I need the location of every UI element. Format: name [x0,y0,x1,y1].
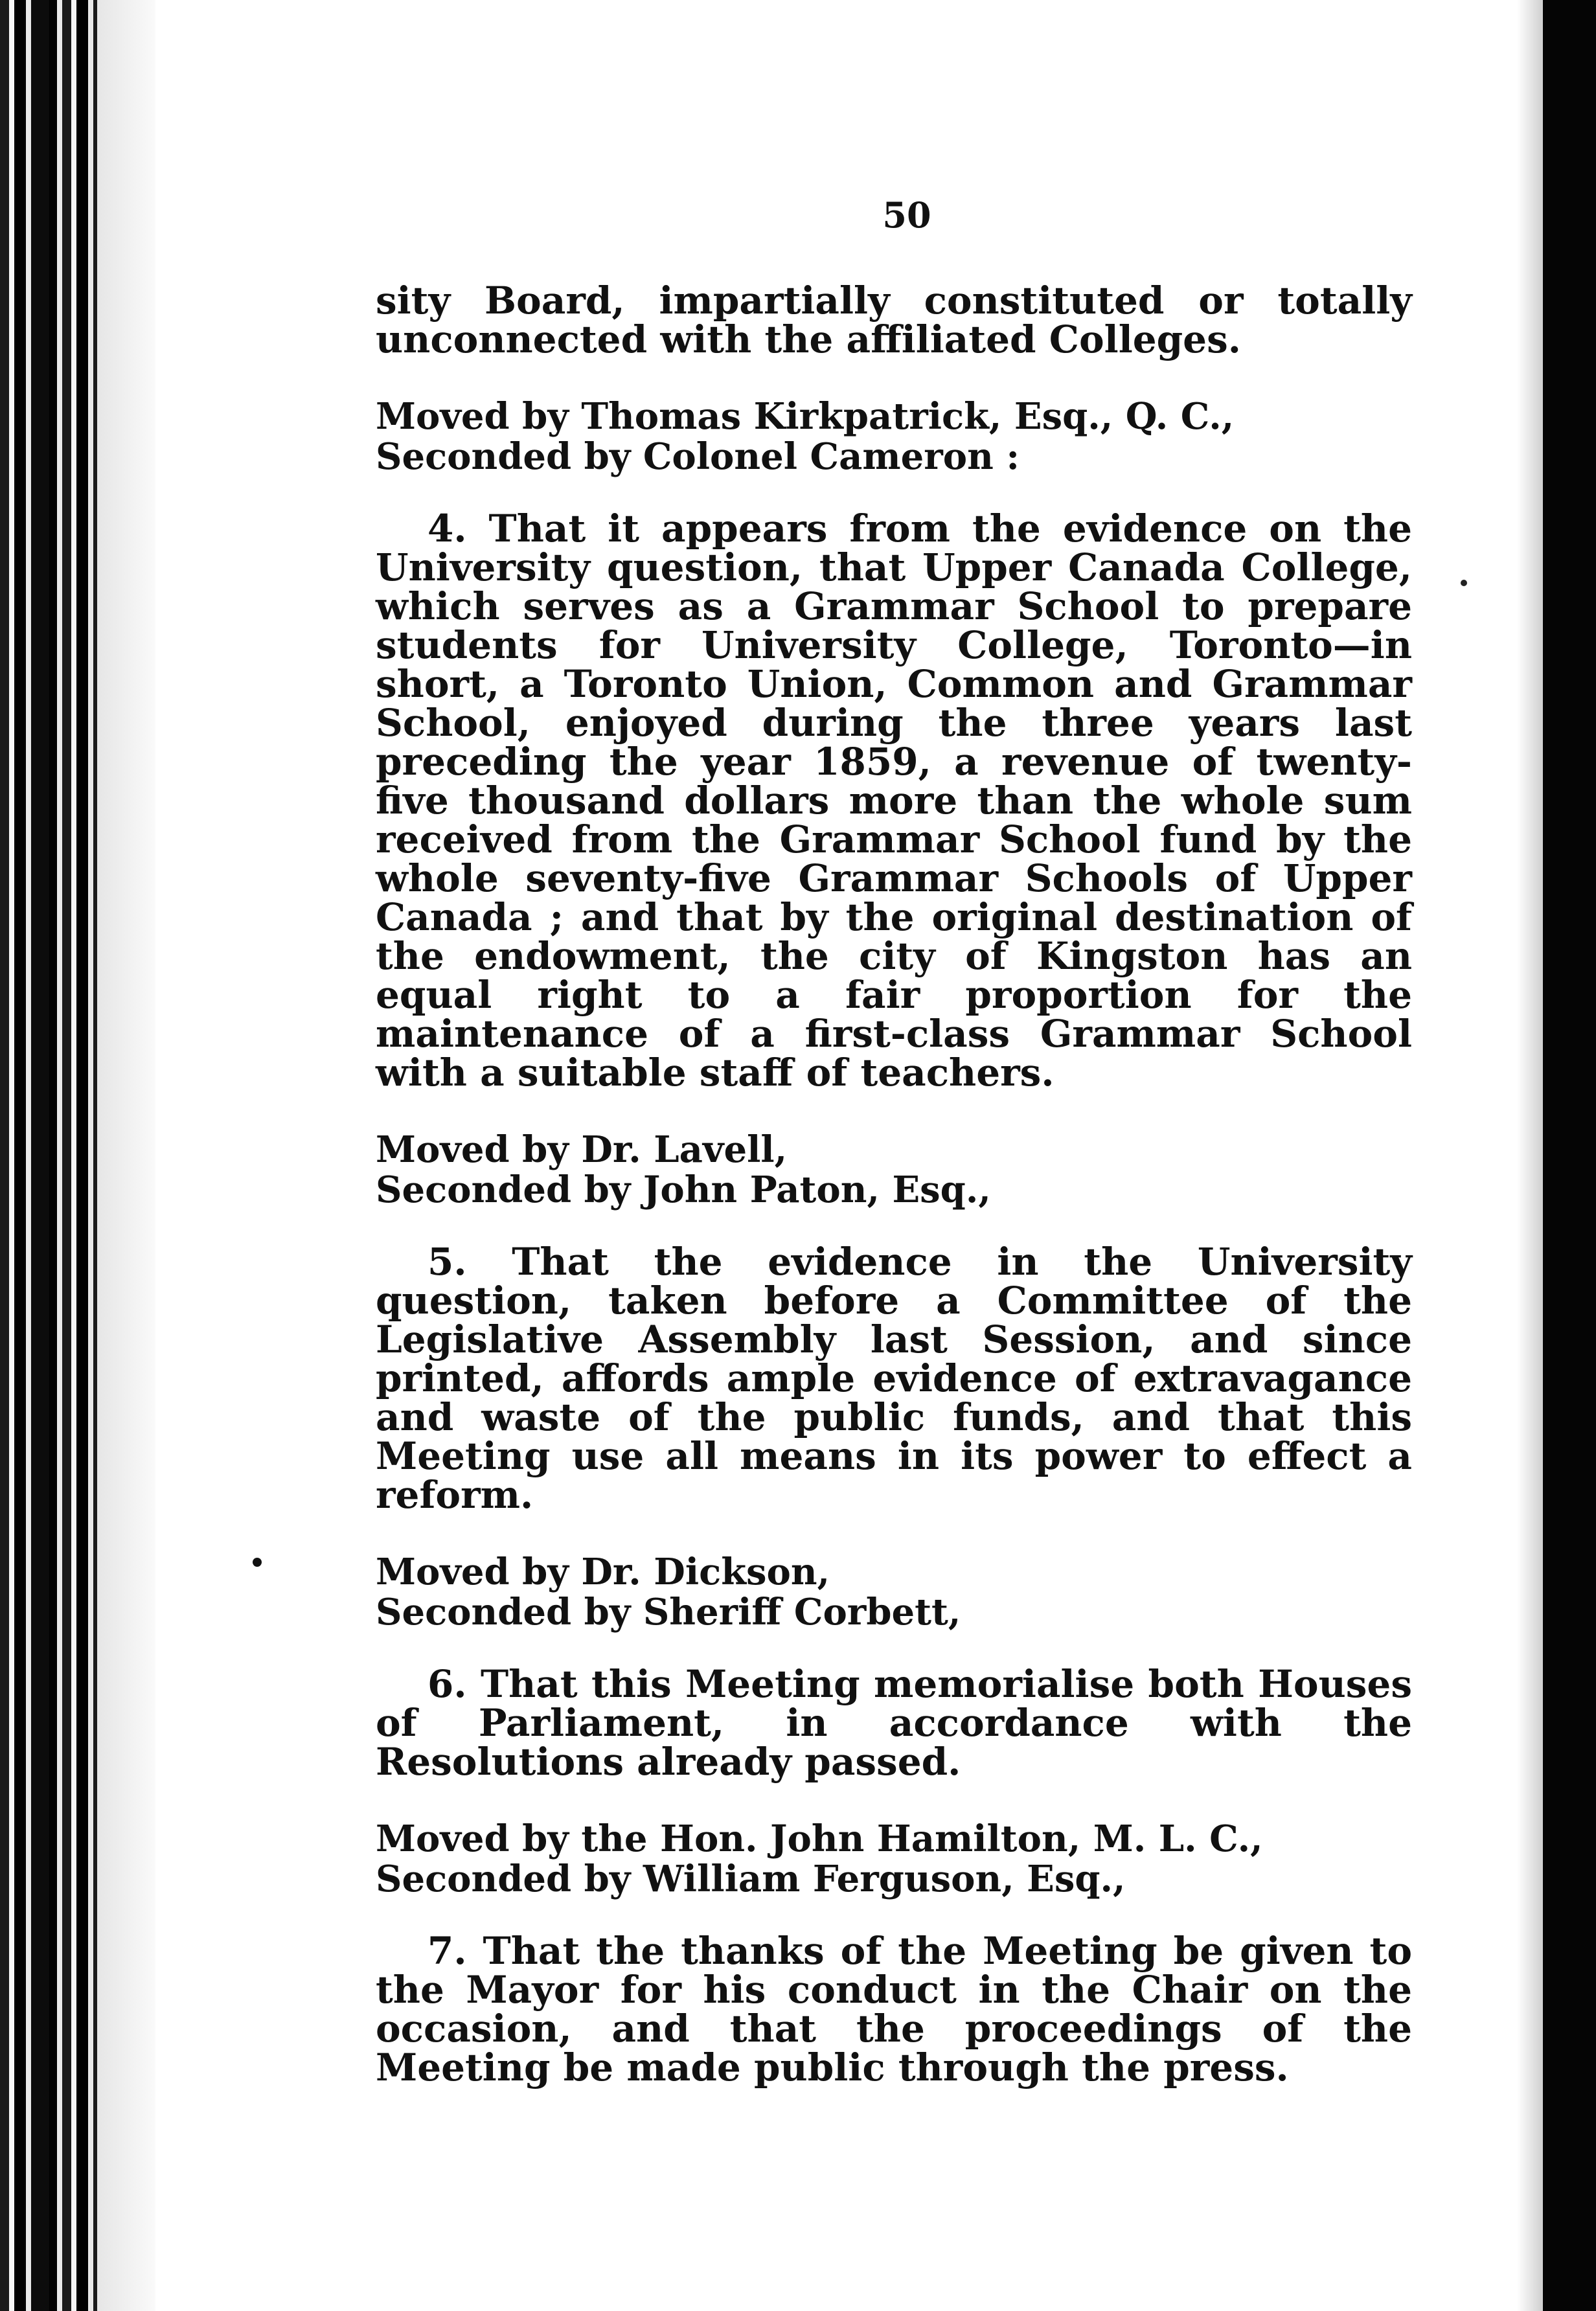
resolution-5: 5. That the evidence in the University question, taken before a Committee of the Legislative Assembly last Session, and since printed, affords ample evidence of extravagance and waste of the public funds, and that this Meeting use all means in its power to effect a reform. [376,1240,1412,1517]
page-number: 50 [882,194,931,236]
page-edge-shadow [1517,0,1543,2311]
motion-credit [376,1552,1412,1632]
resolution-4: 4. That it appears from the evidence on the University question, that Upper Canada College, which serves as a Grammar School to prepare students for University College, Toronto—in short, a Toronto Union, Common and Grammar School, enjoyed during the three years last preceding the year 1859, a revenue of twenty-five thousand dollars more than the whole sum received from the Grammar School fund by the whole seventy-five Grammar Schools of Upper Canada ; and that by the original destination of the endowment, the city of Kingston has an equal right to a fair proportion for the maintenance of a first-class Grammar School with a suitable staff of teachers. [376,507,1412,1095]
mover-line: Moved by Dr. Lavell, [376,1128,788,1171]
scan-border [1543,0,1596,2311]
seconder-line: Seconded by Sheriff Corbett, [376,1591,961,1634]
mover-line: Moved by Dr. Dickson, [376,1551,830,1593]
seconder-line: Seconded by Colonel Cameron : [376,435,1020,478]
motion-credit [376,1130,1412,1210]
binding-edge [0,0,97,2311]
mover-line: Moved by the Hon. John Hamilton, M. L. C., [376,1817,1263,1860]
document-page [376,194,1412,2087]
mover-line: Moved by Thomas Kirkpatrick, Esq., Q. C., [376,395,1235,438]
seconder-line: Seconded by John Paton, Esq., [376,1168,991,1211]
paragraph-continuation: sity Board, impartially constituted or totally unconnected with the affiliated Colleges. [376,279,1412,361]
motion-credit [376,396,1412,477]
margin-dot [253,1558,262,1567]
seconder-line: Seconded by William Ferguson, Esq., [376,1858,1126,1900]
ink-speck [1461,580,1467,586]
page-gutter [97,0,155,2311]
resolution-6: 6. That this Meeting memorialise both Houses of Parliament, in accordance with the Resolutions already passed. [376,1662,1412,1784]
resolution-7: 7. That the thanks of the Meeting be given to the Mayor for his conduct in the Chair on the occasion, and that the proceedings of the Meeting be made public through the press. [376,1929,1412,2089]
motion-credit [376,1819,1412,1899]
